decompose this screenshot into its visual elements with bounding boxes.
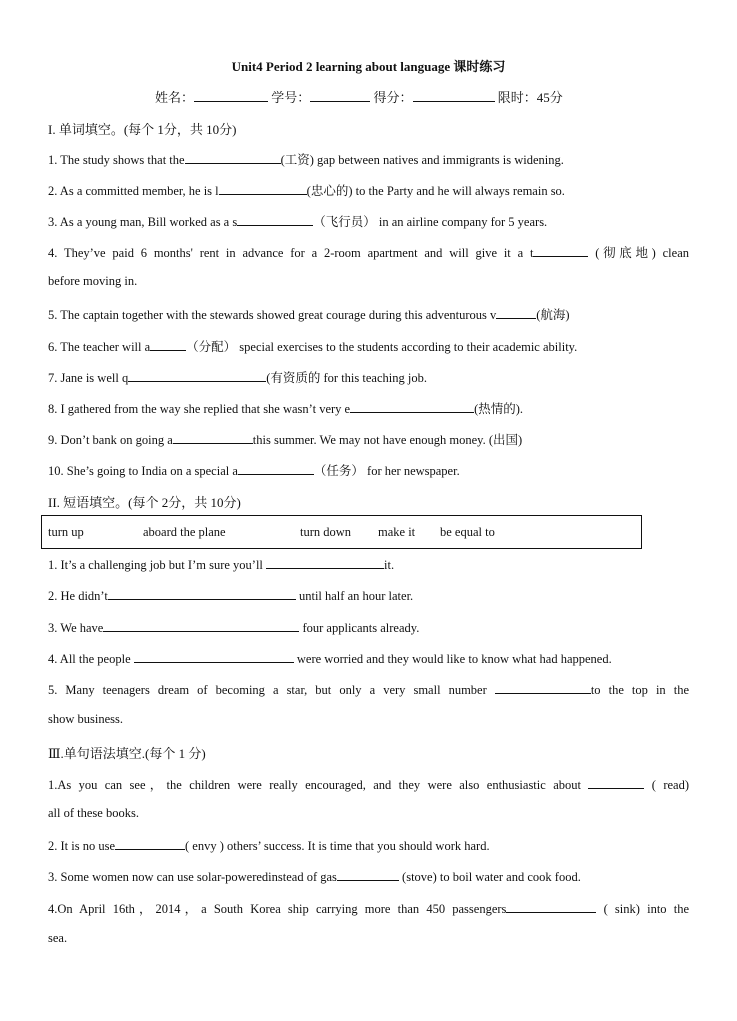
s2-item-5-cont: show business. — [48, 712, 124, 726]
student-info-row — [155, 87, 563, 106]
s1-item-3-hint: （飞行员） in an airline company for 5 years. — [313, 215, 548, 229]
id-blank[interactable] — [310, 89, 370, 102]
s3-item-2-text: 2. It is no use — [48, 839, 116, 853]
s3-item-1-blank[interactable] — [588, 776, 644, 789]
s3-item-1 — [48, 775, 689, 793]
s1-item-6-text: 6. The teacher will a — [48, 340, 151, 354]
s3-item-1-text: 1.As you can see，the children were really encouraged, and they were also enthusiastic about — [48, 778, 589, 792]
s2-item-4-blank[interactable] — [134, 650, 294, 663]
s1-item-3-blank[interactable] — [237, 213, 313, 226]
s1-item-2-text: 2. As a committed member, he is l — [48, 184, 219, 198]
s1-item-8 — [48, 399, 523, 417]
s1-item-3 — [48, 212, 547, 230]
s1-item-2 — [48, 181, 565, 199]
s3-item-2 — [48, 837, 490, 854]
s3-item-1-hint: ( read) — [644, 778, 689, 792]
phrase-make-it: make it — [378, 525, 416, 539]
s1-item-2-hint: (忠心的) to the Party and he will always remain so. — [306, 184, 565, 198]
s3-item-3 — [48, 868, 581, 885]
s1-item-9-blank[interactable] — [173, 431, 253, 444]
page-title: Unit4 Period 2 learning about language 课时练习 — [231, 59, 506, 74]
s3-item-4-cont: sea. — [48, 931, 68, 945]
s2-item-2 — [48, 587, 413, 604]
s1-item-7-blank[interactable] — [128, 369, 266, 382]
s2-item-1-text: 1. It’s a challenging job but I’m sure you’ll — [48, 558, 267, 572]
s2-item-2-text: 2. He didn’t — [48, 589, 108, 603]
s1-item-7-text: 7. Jane is well q — [48, 371, 129, 385]
s1-item-1 — [48, 150, 564, 168]
id-label: 学号： — [271, 90, 311, 105]
score-blank[interactable] — [413, 89, 495, 102]
s1-item-4-text: 4. They’ve paid 6 months' rent in advance for a 2-room apartment and will give it a t — [48, 246, 534, 260]
s2-item-3-blank[interactable] — [103, 619, 299, 632]
s1-item-1-hint: (工资) gap between natives and immigrants is widening. — [280, 153, 564, 167]
s3-item-2-hint: ( envy ) others’ success. It is time that you should work hard. — [185, 839, 490, 853]
s3-item-3-blank[interactable] — [337, 868, 399, 881]
s1-item-4 — [48, 243, 689, 261]
s3-item-1-cont: all of these books. — [48, 806, 139, 820]
s1-item-10-hint: （任务） for her newspaper. — [313, 464, 460, 478]
phrase-turn-up: turn up — [48, 525, 84, 539]
s1-item-2-blank[interactable] — [219, 182, 307, 195]
s2-item-3-tail: four applicants already. — [299, 621, 420, 635]
s2-item-5-tail: to the top in the — [590, 683, 689, 697]
s2-item-5 — [48, 681, 689, 698]
s3-item-2-blank[interactable] — [115, 837, 185, 850]
section3-heading: Ⅲ.单句语法填空.(每个 1 分) — [48, 746, 206, 761]
s2-item-3 — [48, 619, 419, 636]
s3-item-3-hint: (stove) to boil water and cook food. — [398, 870, 581, 884]
s2-item-4-tail: were worried and they would like to know what had happened. — [293, 652, 612, 666]
s2-item-3-text: 3. We have — [48, 621, 104, 635]
s3-item-4 — [48, 899, 689, 917]
s1-item-8-blank[interactable] — [350, 400, 474, 413]
s1-item-3-text: 3. As a young man, Bill worked as a s — [48, 215, 238, 229]
s2-item-2-blank[interactable] — [108, 587, 296, 600]
s1-item-10-blank[interactable] — [238, 462, 314, 475]
s3-item-3-text: 3. Some women now can use solar-poweredinstead of gas — [48, 870, 337, 884]
s1-item-7-hint: (有资质的 for this teaching job. — [266, 371, 427, 385]
s2-item-1-tail: it. — [384, 558, 395, 572]
s1-item-9-hint: this summer. We may not have enough money. (出国) — [252, 433, 523, 447]
s1-item-4-blank[interactable] — [533, 244, 588, 257]
s2-item-4-text: 4. All the people — [48, 652, 134, 666]
s1-item-8-text: 8. I gathered from the way she replied that she wasn’t very e — [48, 402, 351, 416]
s2-item-1-blank[interactable] — [266, 556, 384, 569]
s1-item-5-text: 5. The captain together with the stewards showed great courage during this adventurous v — [48, 308, 497, 322]
section2-heading: II. 短语填空。(每个 2分，共 10分) — [48, 495, 241, 510]
s1-item-1-blank[interactable] — [185, 151, 281, 164]
phrase-bank-box — [41, 515, 642, 549]
section1-heading: I. 单词填空。(每个 1分，共 10分) — [48, 122, 237, 137]
s1-item-10-text: 10. She’s going to India on a special a — [48, 464, 238, 478]
s1-item-6 — [48, 337, 577, 355]
s1-item-4-hint: (彻底地) clean — [588, 246, 689, 260]
s3-item-4-blank[interactable] — [506, 900, 596, 913]
s1-item-5-hint: (航海) — [536, 308, 570, 322]
phrase-be-equal-to: be equal to — [440, 525, 495, 539]
name-blank[interactable] — [194, 89, 268, 102]
s1-item-8-hint: (热情的). — [474, 402, 524, 416]
s1-item-9-text: 9. Don’t bank on going a — [48, 433, 173, 447]
phrase-aboard-the-plane: aboard the plane — [143, 525, 226, 539]
s3-item-4-hint: ( sink) into the — [596, 902, 689, 916]
s2-item-5-text: 5. Many teenagers dream of becoming a star, but only a very small number — [48, 683, 495, 697]
s2-item-4 — [48, 650, 612, 667]
s1-item-1-text: 1. The study shows that the — [48, 153, 185, 167]
s1-item-4-cont: before moving in. — [48, 274, 138, 288]
s2-item-5-blank[interactable] — [495, 681, 591, 694]
s1-item-9 — [48, 430, 522, 448]
s2-item-2-tail: until half an hour later. — [295, 589, 414, 603]
time-label: 限时：45分 — [497, 90, 563, 105]
s1-item-5-blank[interactable] — [496, 306, 536, 319]
s1-item-6-blank[interactable] — [150, 338, 186, 351]
phrase-turn-down: turn down — [300, 525, 352, 539]
s1-item-10 — [48, 461, 460, 479]
s2-item-1 — [48, 556, 394, 573]
name-label: 姓名： — [155, 90, 195, 105]
s1-item-7 — [48, 368, 427, 386]
s1-item-6-hint: （分配） special exercises to the students according to their academic ability. — [186, 340, 578, 354]
s1-item-5 — [48, 305, 570, 323]
s3-item-4-text: 4.On April 16th，2014，a South Korea ship carrying more than 450 passengers — [48, 902, 507, 916]
score-label: 得分： — [373, 90, 413, 105]
